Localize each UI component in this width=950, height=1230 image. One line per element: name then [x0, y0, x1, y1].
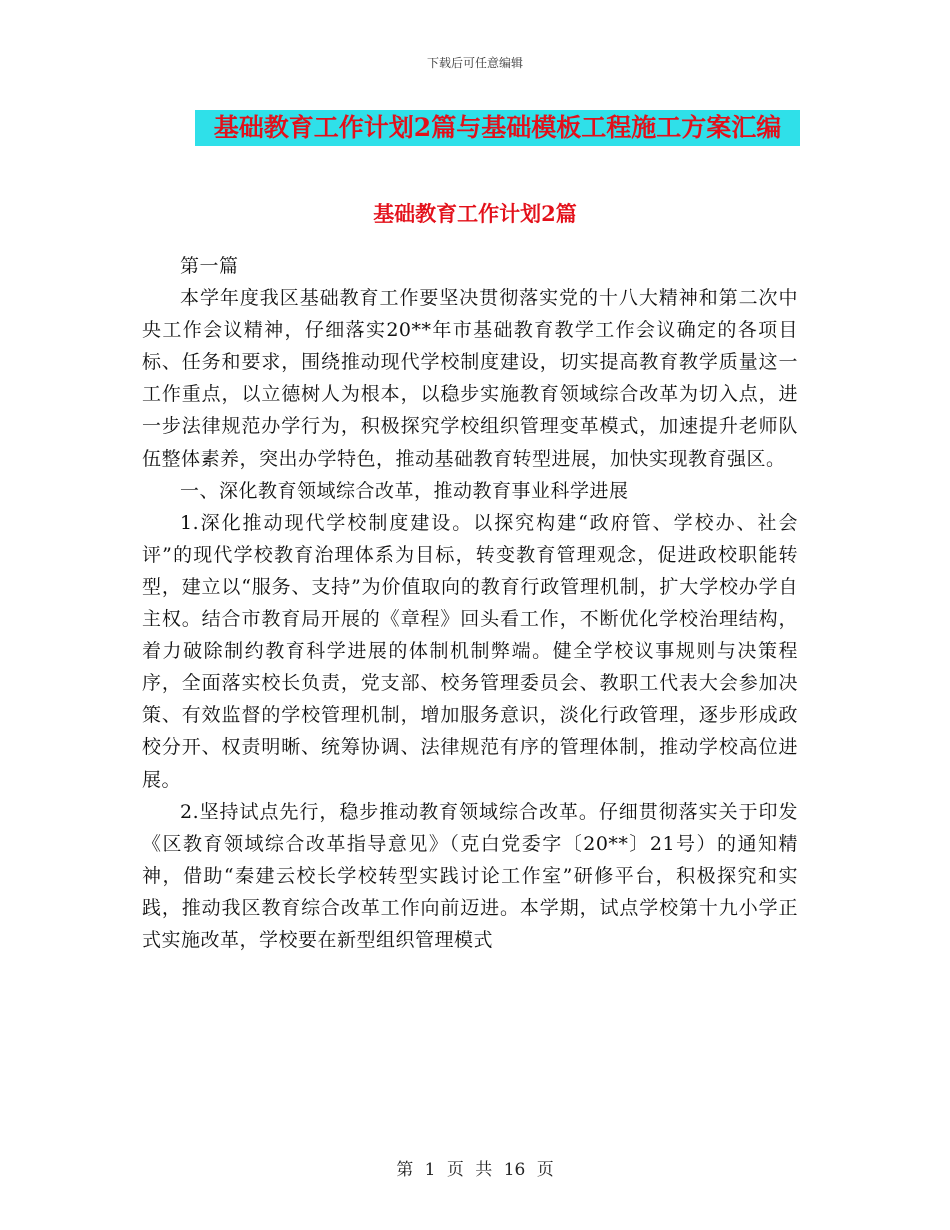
document-body	[142, 250, 798, 956]
paragraph-heading-1: 一、深化教育领域综合改革，推动教育事业科学进展	[180, 479, 629, 502]
header-note: 下载后可任意编辑	[426, 56, 523, 70]
main-title: 基础教育工作计划2篇与基础模板工程施工方案汇编	[195, 110, 800, 146]
paragraph-item-2: 2.坚持试点先行，稳步推动教育领域综合改革。仔细贯彻落实关于印发《区教育领域综合改革指导意见》（克白党委字〔20**〕21号）的通知精神，借助“秦建云校长学校转型实践讨论工作室”研修平台，积极探究和实践，推动我区教育综合改革工作向前迈进。本学期，试点学校第十九小学正式实施改革，学校要在新型组织管理模式	[142, 800, 798, 951]
section-title: 基础教育工作计划2篇	[373, 201, 577, 226]
page-number-footer: 第 1 页 共 16 页	[396, 1160, 554, 1180]
paragraph-intro: 本学年度我区基础教育工作要坚决贯彻落实党的十八大精神和第二次中央工作会议精神，仔细落实20**年市基础教育教学工作会议确定的各项目标、任务和要求，围绕推动现代学校制度建设，切实提高教育教学质量这一工作重点，以立德树人为根本，以稳步实施教育领域综合改革为切入点，进一步法律规范办学行为，积极探究学校组织管理变革模式，加速提升老师队伍整体素养，突出办学特色，推动基础教育转型进展，加快实现教育强区。	[142, 287, 798, 470]
paragraph-item-1: 1.深化推动现代学校制度建设。以探究构建“政府管、学校办、社会评”的现代学校教育治理体系为目标，转变教育管理观念，促进政校职能转型，建立以“服务、支持”为价值取向的教育行政管理机制，扩大学校办学自主权。结合市教育局开展的《章程》回头看工作，不断优化学校治理结构，着力破除制约教育科学进展的体制机制弊端。健全学校议事规则与决策程序，全面落实校长负责，党支部、校务管理委员会、教职工代表大会参加决策、有效监督的学校管理机制，增加服务意识，淡化行政管理，逐步形成政校分开、权责明晰、统筹协调、法律规范有序的管理体制，推动学校高位进展。	[142, 511, 798, 791]
paragraph-part-label: 第一篇	[180, 255, 239, 277]
